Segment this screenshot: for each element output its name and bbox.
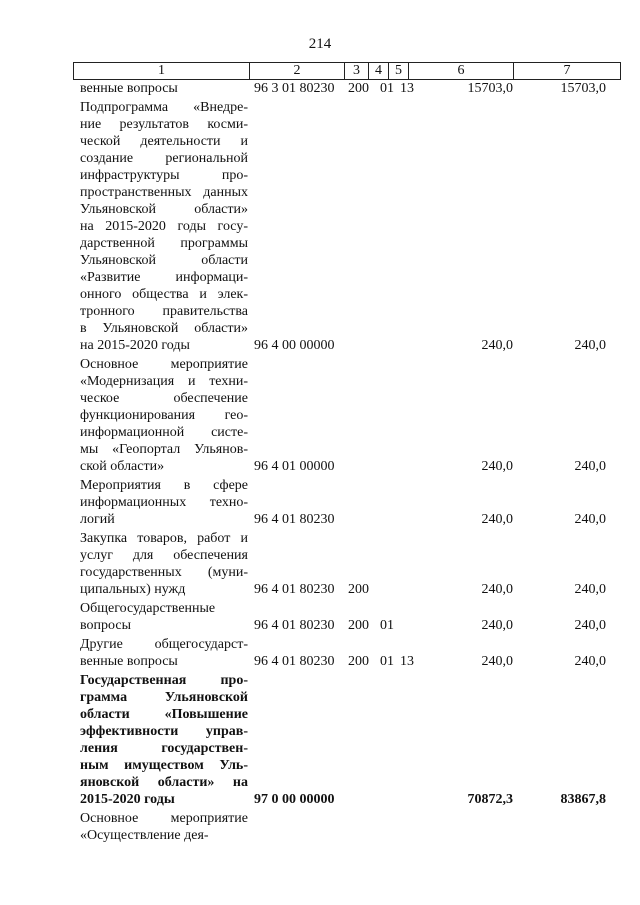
description-line: Основное мероприятие: [80, 811, 248, 826]
description-line: ской области»: [80, 459, 165, 474]
row-description: [80, 356, 248, 475]
description-line: логий: [80, 512, 115, 527]
amount-year-1: 240,0: [481, 338, 513, 353]
description-line: ние результатов косми-: [80, 117, 248, 132]
row-description: [80, 80, 248, 97]
table-row: [0, 356, 640, 477]
description-line: тронного правительства: [80, 304, 248, 319]
subsection-code: 13: [400, 81, 414, 96]
classification-code: 96 4 01 80230: [254, 582, 335, 597]
amount-year-1: 240,0: [481, 582, 513, 597]
row-description: [80, 810, 248, 844]
row-description: [80, 636, 248, 670]
row-description: [80, 530, 248, 598]
column-header-4: 4: [369, 63, 389, 80]
classification-code: 96 4 01 80230: [254, 654, 335, 669]
amount-year-2: 240,0: [574, 582, 606, 597]
description-line: эффективности управ-: [80, 724, 248, 739]
description-line: Мероприятия в сфере: [80, 478, 248, 493]
classification-code: 96 4 01 00000: [254, 459, 335, 474]
classification-code: 96 3 01 80230: [254, 81, 335, 96]
description-line: ным имуществом Уль-: [80, 758, 248, 773]
description-line: Государственная про-: [80, 673, 248, 688]
table-row: [0, 477, 640, 530]
amount-year-2: 240,0: [574, 618, 606, 633]
amount-year-1: 240,0: [481, 459, 513, 474]
table-row: [0, 600, 640, 636]
row-description: [80, 672, 248, 808]
column-header-1: 1: [74, 63, 250, 80]
classification-code: 96 4 01 80230: [254, 512, 335, 527]
description-line: ческой деятельности и: [80, 134, 248, 149]
description-line: услуг для обеспечения: [80, 548, 248, 563]
description-line: онного общества и элек-: [80, 287, 248, 302]
table-row: [0, 80, 640, 99]
column-header-row: [74, 63, 621, 80]
table-row: [0, 810, 640, 846]
column-header-5: 5: [389, 63, 409, 80]
description-line: дарственной программы: [80, 236, 248, 251]
description-line: ческое обеспечение: [80, 391, 248, 406]
classification-code: 96 4 00 00000: [254, 338, 335, 353]
table-row: [0, 530, 640, 600]
classification-code: 96 4 01 80230: [254, 618, 335, 633]
amount-year-2: 240,0: [574, 654, 606, 669]
row-description: [80, 600, 248, 634]
description-line: государственных (муни-: [80, 565, 248, 580]
description-line: «Осуществление дея-: [80, 828, 209, 843]
description-line: на 2015-2020 годы: [80, 338, 190, 353]
amount-year-1: 240,0: [481, 512, 513, 527]
description-line: Закупка товаров, работ и: [80, 531, 248, 546]
description-line: «Развитие информаци-: [80, 270, 248, 285]
section-code: 01: [380, 81, 394, 96]
section-code: 01: [380, 618, 394, 633]
description-line: венные вопросы: [80, 654, 178, 669]
description-line: Подпрограмма «Внедре-: [80, 100, 248, 115]
description-line: ления государствен-: [80, 741, 248, 756]
amount-year-1: 70872,3: [467, 792, 513, 807]
subsection-code: 13: [400, 654, 414, 669]
description-line: создание региональной: [80, 151, 248, 166]
description-line: Общегосударственные: [80, 601, 216, 616]
expense-type-code: 200: [348, 654, 369, 669]
table-row: [0, 99, 640, 356]
description-line: 2015-2020 годы: [80, 792, 175, 807]
expense-type-code: 200: [348, 582, 369, 597]
column-header-3: 3: [345, 63, 369, 80]
section-code: 01: [380, 654, 394, 669]
amount-year-2: 240,0: [574, 459, 606, 474]
table-row: [0, 672, 640, 810]
description-line: Ульяновской области: [80, 253, 248, 268]
description-line: в Ульяновской области»: [80, 321, 248, 336]
column-header-6: 6: [409, 63, 514, 80]
description-line: грамма Ульяновской: [80, 690, 248, 705]
description-line: информационной систе-: [80, 425, 248, 440]
table-row: [0, 636, 640, 672]
page-number: 214: [308, 36, 332, 52]
amount-year-2: 240,0: [574, 512, 606, 527]
row-description: [80, 477, 248, 528]
description-line: области «Повышение: [80, 707, 248, 722]
description-line: на 2015-2020 годы госу-: [80, 219, 248, 234]
description-line: Ульяновской области»: [80, 202, 248, 217]
column-header-table: [73, 62, 621, 80]
column-header-2: 2: [250, 63, 345, 80]
description-line: Другие общегосударст-: [80, 637, 248, 652]
row-description: [80, 99, 248, 354]
description-line: «Модернизация и техни-: [80, 374, 248, 389]
expense-type-code: 200: [348, 81, 369, 96]
description-line: яновской области» на: [80, 775, 248, 790]
description-line: инфраструктуры про-: [80, 168, 248, 183]
budget-table-body: [0, 80, 640, 846]
amount-year-1: 15703,0: [467, 81, 513, 96]
description-line: информационных техно-: [80, 495, 248, 510]
classification-code: 97 0 00 00000: [254, 792, 335, 807]
description-line: Основное мероприятие: [80, 357, 248, 372]
description-line: мы «Геопортал Ульянов-: [80, 442, 248, 457]
amount-year-2: 240,0: [574, 338, 606, 353]
description-line: пространственных данных: [80, 185, 248, 200]
amount-year-1: 240,0: [481, 654, 513, 669]
description-line: вопросы: [80, 618, 131, 633]
description-line: венные вопросы: [80, 81, 178, 96]
description-line: ципальных) нужд: [80, 582, 186, 597]
amount-year-1: 240,0: [481, 618, 513, 633]
description-line: функционирования гео-: [80, 408, 248, 423]
amount-year-2: 83867,8: [560, 792, 606, 807]
expense-type-code: 200: [348, 618, 369, 633]
amount-year-2: 15703,0: [560, 81, 606, 96]
column-header-7: 7: [514, 63, 621, 80]
